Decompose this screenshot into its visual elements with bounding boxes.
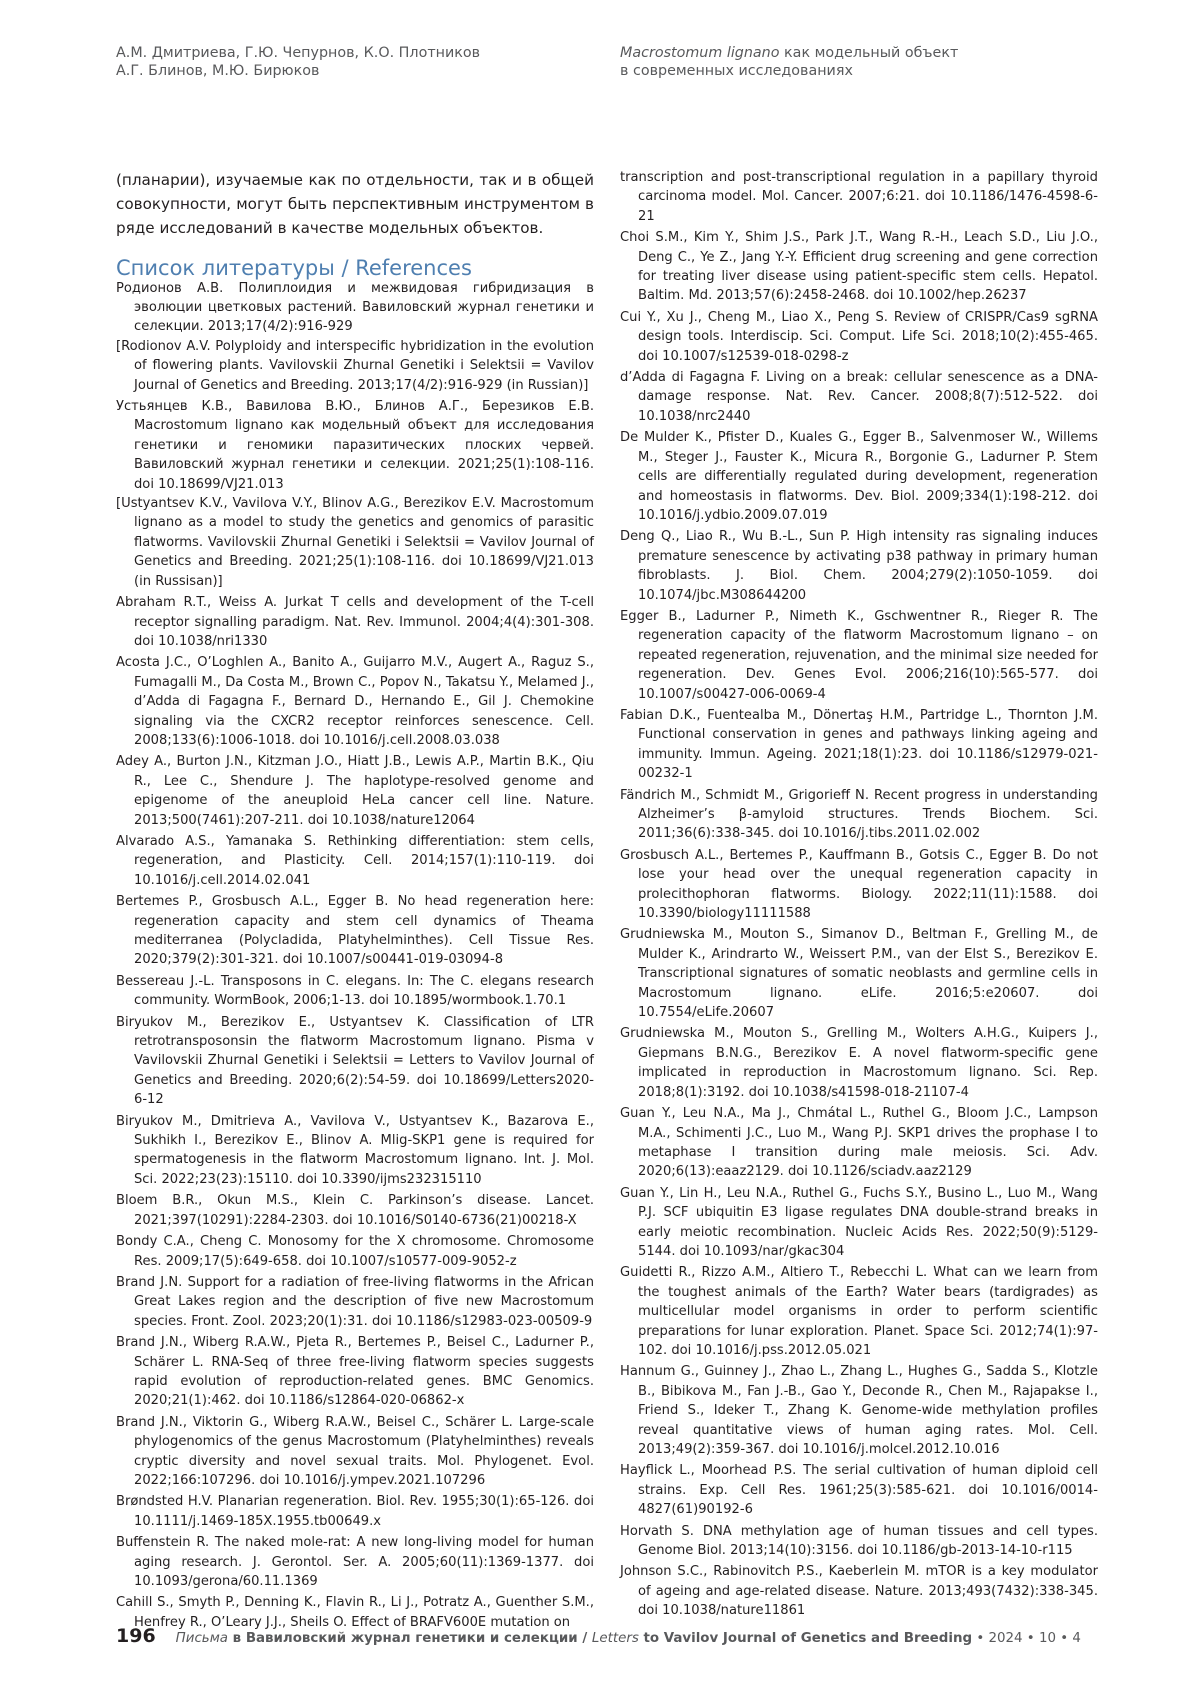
reference-text: Biryukov M., Dmitrieva A., Vavilova V., Ustyantsev K., Bazarova E., Sukhikh I., Berezikov E., Blinov A. Mlig-SKP1 gene is required for spermatogenesis in the flatworm Macrostomum lignano. Int. J. Mol. Sci. 2022;23(23):15110. doi 10.3390/ijms232315110 [116, 1114, 594, 1187]
reference-text: d’Adda di Fagagna F. Living on a break: cellular senescence as a DNA-damage response. Nat. Rev. Cancer. 2008;8(7):512-522. doi 10.1038/nrc2440 [620, 370, 1098, 424]
reference-text: Hannum G., Guinney J., Zhao L., Zhang L., Hughes G., Sadda S., Klotzle B., Bibikova M., Fan J.-B., Gao Y., Deconde R., Chen M., Rajapakse I., Friend S., Ideker T., Zhang K. Genome-wide methylation profiles reveal quantitative views of human aging rates. Mol. Cell. 2013;49(2):359-367. doi 10.1016/j.molcel.2012.10.016 [620, 1364, 1098, 1457]
reference-translation: [Rodionov A.V. Polyploidy and interspecific hybridization in the evolution of flowering plants. Vavilovskii Zhurnal Genetiki i Selektsii = Vavilov Journal of Genetics and Breeding. 2013;17(4/2):916-929 (in Russian)] [134, 337, 594, 395]
footer-journal-en-italic: Letters [592, 1631, 639, 1646]
reference-text: Bertemes P., Grosbusch A.L., Egger B. No head regeneration here: regeneration capacity and stem cell dynamics of Theama mediterranea (Polycladida, Platyhelminthes). Cell Tissue Res. 2020;379(2):301-321. doi 10.1007/s00441-019-03094-8 [116, 894, 594, 967]
reference-text: Biryukov M., Berezikov E., Ustyantsev K. Classification of LTR retrotransposonsin the flatworm Macrostomum lignano. Pisma v Vavilovskii Zhurnal Genetiki i Selektsii = Letters to Vavilov Journal of Genetics and Breeding. 2020;6(2):54-59. doi 10.18699/Letters2020-6-12 [116, 1015, 594, 1108]
reference-text: Brand J.N., Wiberg R.A.W., Pjeta R., Bertemes P., Beisel C., Ladurner P., Schärer L. RNA-Seq of three free-living flatworm species suggests rapid evolution of reproduction-related genes. BMC Genomics. 2020;21(1):462. doi 10.1186/s12864-020-06862-x [116, 1335, 594, 1408]
reference-item [116, 1191, 594, 1230]
reference-item [620, 1562, 1098, 1620]
reference-item [620, 1461, 1098, 1519]
reference-item [116, 593, 594, 651]
reference-text: Deng Q., Liao R., Wu B.-L., Sun P. High intensity ras signaling induces premature senescence by activating p38 pathway in primary human fibroblasts. J. Biol. Chem. 2004;279(2):1050-1059. doi 10.1074/jbc.M308644200 [620, 529, 1098, 602]
reference-text: Guan Y., Leu N.A., Ma J., Chmátal L., Ruthel G., Bloom J.C., Lampson M.A., Schimenti J.C., Luo M., Wang P.J. SKP1 drives the prophase I to metaphase I transition during male meiosis. Sci. Adv. 2020;6(13):eaaz2129. doi 10.1126/sciadv.aaz2129 [620, 1106, 1098, 1179]
reference-text: Fändrich M., Schmidt M., Grigorieff N. Recent progress in understanding Alzheimer’s β-amyloid structures. Trends Biochem. Sci. 2011;36(6):338-345. doi 10.1016/j.tibs.2011.02.002 [620, 788, 1098, 842]
reference-text: Alvarado A.S., Yamanaka S. Rethinking differentiation: stem cells, regeneration, and Plasticity. Cell. 2014;157(1):110-119. doi 10.1016/j.cell.2014.02.041 [116, 834, 594, 888]
reference-text: Choi S.M., Kim Y., Shim J.S., Park J.T., Wang R.-H., Leach S.D., Liu J.O., Deng C., Ye Z., Jang Y.-Y. Efficient drug screening and gene correction for treating liver disease using patient-specific stem cells. Hepatol. Baltim. Md. 2013;57(6):2458-2468. doi 10.1002/hep.26237 [620, 230, 1098, 303]
reference-item [116, 752, 594, 830]
reference-item [116, 1112, 594, 1190]
reference-text: Bondy C.A., Cheng C. Monosomy for the X chromosome. Chromosome Res. 2009;17(5):649-658. doi 10.1007/s10577-009-9052-z [116, 1234, 594, 1268]
reference-item [116, 279, 594, 395]
header-title-line-1 [620, 44, 958, 62]
reference-item [116, 1492, 594, 1531]
reference-item [620, 607, 1098, 704]
reference-text: Bessereau J.-L. Transposons in C. elegans. In: The C. elegans research community. WormBook, 2006;1-13. doi 10.1895/wormbook.1.70.1 [116, 974, 594, 1008]
reference-text: Horvath S. DNA methylation age of human tissues and cell types. Genome Biol. 2013;14(10):3156. doi 10.1186/gb-2013-14-10-r115 [620, 1524, 1098, 1558]
references-list-left [116, 279, 594, 1633]
header-title-rest: как модельный объект [780, 45, 959, 61]
reference-item [116, 1413, 594, 1491]
reference-item [116, 972, 594, 1011]
reference-item [620, 1263, 1098, 1360]
reference-text: Egger B., Ladurner P., Nimeth K., Gschwentner R., Rieger R. The regeneration capacity of the flatworm Macrostomum lignano – on repeated regeneration, rejuvenation, and the minimal size needed for regeneration. Dev. Genes Evol. 2006;216(10):565-577. doi 10.1007/s00427-006-0069-4 [620, 609, 1098, 702]
reference-item [620, 1522, 1098, 1561]
reference-item [116, 397, 594, 591]
reference-text: Hayflick L., Moorhead P.S. The serial cultivation of human diploid cell strains. Exp. Cell Res. 1961;25(3):585-621. doi 10.1016/0014-4827(61)90192-6 [620, 1463, 1098, 1517]
header-title-line-2: в современных исследованиях [620, 62, 958, 80]
reference-item [116, 1013, 594, 1110]
page-number: 196 [116, 1625, 156, 1647]
reference-item [620, 428, 1098, 525]
reference-text: Grudniewska M., Mouton S., Simanov D., Beltman F., Grelling M., de Mulder K., Arindrarto W., Weissert P.M., van der Elst S., Berezikov E. Transcriptional signatures of somatic neoblasts and germline cells in Macrostomum lignano. eLife. 2016;5:e20607. doi 10.7554/eLife.20607 [620, 927, 1098, 1020]
reference-item [116, 1533, 594, 1591]
reference-item [620, 1104, 1098, 1182]
intro-paragraph: (планарии), изучаемые как по отдельности, так и в общей совокупности, могут быть перспективным инструментом в ряде исследований в качестве модельных объектов. [116, 168, 594, 241]
reference-item [620, 846, 1098, 924]
reference-item [116, 892, 594, 970]
reference-text: De Mulder K., Pfister D., Kuales G., Egger B., Salvenmoser W., Willems M., Steger J., Fauster K., Micura R., Borgonie G., Ladurner P. Stem cells are differentially regulated during development, regeneration and homeostasis in flatworms. Dev. Biol. 2009;334(1):198-212. doi 10.1016/j.ydbio.2009.07.019 [620, 430, 1098, 523]
reference-item [620, 228, 1098, 306]
reference-item [620, 368, 1098, 426]
reference-item [620, 706, 1098, 784]
header-authors [116, 44, 480, 80]
header-title-species: Macrostomum lignano [620, 45, 780, 61]
references-heading: Список литературы / References [116, 257, 594, 279]
reference-text: Adey A., Burton J.N., Kitzman J.O., Hiatt J.B., Lewis A.P., Martin B.K., Qiu R., Lee C., Shendure J. The haplotype-resolved genome and epigenome of the aneuploid HeLa cancer cell line. Nature. 2013;500(7461):207-211. doi 10.1038/nature12064 [116, 754, 594, 827]
reference-item [116, 1232, 594, 1271]
footer-journal-ru-italic: Письма [176, 1631, 228, 1646]
reference-item [116, 832, 594, 890]
reference-text: Cahill S., Smyth P., Denning K., Flavin R., Li J., Potratz A., Guenther S.M., Henfrey R., O’Leary J.J., Sheils O. Effect of BRAFV600E mutation on [116, 1595, 594, 1629]
reference-item [620, 925, 1098, 1022]
reference-item [116, 1273, 594, 1331]
reference-text: Johnson S.C., Rabinovitch P.S., Kaeberlein M. mTOR is a key modulator of ageing and age-related disease. Nature. 2013;493(7432):338-345. doi 10.1038/nature11861 [620, 1564, 1098, 1618]
header-authors-line-1: А.М. Дмитриева, Г.Ю. Чепурнов, К.О. Плотников [116, 44, 480, 62]
references-list-right [620, 168, 1098, 1621]
reference-item [620, 527, 1098, 605]
reference-item [620, 308, 1098, 366]
page-footer [116, 1626, 1081, 1649]
reference-text: Fabian D.K., Fuentealba M., Dönertaş H.M., Partridge L., Thornton J.M. Functional conservation in genes and pathways linking ageing and immunity. Immun. Ageing. 2021;18(1):23. doi 10.1186/s12979-021-00232-1 [620, 708, 1098, 781]
reference-item [620, 1184, 1098, 1262]
left-column [116, 168, 594, 1634]
reference-item [620, 1024, 1098, 1102]
reference-item [620, 168, 1098, 226]
reference-text: Guidetti R., Rizzo A.M., Altiero T., Rebecchi L. What can we learn from the toughest animals of the Earth? Water bears (tardigrades) as multicellular model organisms in order to perform scientific preparations for lunar exploration. Planet. Space Sci. 2012;74(1):97-102. doi 10.1016/j.pss.2012.05.021 [620, 1265, 1098, 1358]
reference-text: transcription and post-transcriptional regulation in a papillary thyroid carcinoma model. Mol. Cancer. 2007;6:21. doi 10.1186/1476-4598-6-21 [620, 170, 1098, 224]
reference-text: Родионов А.В. Полиплоидия и межвидовая гибридизация в эволюции цветковых растений. Вавиловский журнал генетики и селекции. 2013;17(4/2):916-929 [116, 281, 594, 335]
footer-journal-en: to Vavilov Journal of Genetics and Breeding [639, 1631, 972, 1646]
footer-journal-ru: в Вавиловский журнал генетики и селекции / [228, 1631, 592, 1646]
reference-text: Grosbusch A.L., Bertemes P., Kauffmann B., Gotsis C., Egger B. Do not lose your head over the unequal regeneration capacity in prolecithophoran flatworms. Biology. 2022;11(11):1588. doi 10.3390/biology11111588 [620, 848, 1098, 921]
reference-item [116, 1333, 594, 1411]
header-running-title [620, 44, 958, 80]
reference-translation: [Ustyantsev K.V., Vavilova V.Y., Blinov A.G., Berezikov E.V. Macrostomum lignano as a model to study the genetics and genomics of parasitic flatworms. Vavilovskii Zhurnal Genetiki i Selektsii = Vavilov Journal of Genetics and Breeding. 2021;25(1):108-116. doi 10.18699/VJ21.013 (in Russisan)] [134, 494, 594, 591]
header-authors-line-2: А.Г. Блинов, М.Ю. Бирюков [116, 62, 480, 80]
reference-item [620, 1362, 1098, 1459]
reference-text: Cui Y., Xu J., Cheng M., Liao X., Peng S. Review of CRISPR/Cas9 sgRNA design tools. Interdiscip. Sci. Comput. Life Sci. 2018;10(2):455-465. doi 10.1007/s12539-018-0298-z [620, 310, 1098, 364]
reference-text: Brand J.N. Support for a radiation of free-living flatworms in the African Great Lakes region and the description of five new Macrostomum species. Front. Zool. 2023;20(1):31. doi 10.1186/s12983-023-00509-9 [116, 1275, 594, 1329]
reference-text: Guan Y., Lin H., Leu N.A., Ruthel G., Fuchs S.Y., Busino L., Luo M., Wang P.J. SCF ubiquitin E3 ligase regulates DNA double-strand breaks in early meiotic recombination. Nucleic Acids Res. 2022;50(9):5129-5144. doi 10.1093/nar/gkac304 [620, 1186, 1098, 1259]
right-column [620, 168, 1098, 1623]
reference-text: Grudniewska M., Mouton S., Grelling M., Wolters A.H.G., Kuipers J., Giepmans B.N.G., Berezikov E. A novel flatworm-specific gene implicated in reproduction in Macrostomum lignano. Sci. Rep. 2018;8(1):3192. doi 10.1038/s41598-018-21107-4 [620, 1026, 1098, 1099]
reference-text: Acosta J.C., O’Loghlen A., Banito A., Guijarro M.V., Augert A., Raguz S., Fumagalli M., Da Costa M., Brown C., Popov N., Takatsu Y., Melamed J., d’Adda di Fagagna F., Bernard D., Hernando E., Gil J. Chemokine signaling via the CXCR2 receptor reinforces senescence. Cell. 2008;133(6):1006-1018. doi 10.1016/j.cell.2008.03.038 [116, 655, 594, 748]
footer-issue: • 2024 • 10 • 4 [972, 1631, 1081, 1646]
reference-text: Abraham R.T., Weiss A. Jurkat T cells and development of the T-cell receptor signalling paradigm. Nat. Rev. Immunol. 2004;4(4):301-308. doi 10.1038/nri1330 [116, 595, 594, 649]
reference-text: Brøndsted H.V. Planarian regeneration. Biol. Rev. 1955;30(1):65-126. doi 10.1111/j.1469-185X.1955.tb00649.x [116, 1494, 594, 1528]
reference-item [116, 653, 594, 750]
reference-text: Buffenstein R. The naked mole-rat: A new long-living model for human aging research. J. Gerontol. Ser. A. 2005;60(11):1369-1377. doi 10.1093/gerona/60.11.1369 [116, 1535, 594, 1589]
reference-text: Brand J.N., Viktorin G., Wiberg R.A.W., Beisel C., Schärer L. Large-scale phylogenomics of the genus Macrostomum (Platyhelminthes) reveals cryptic diversity and novel sexual traits. Mol. Phylogenet. Evol. 2022;166:107296. doi 10.1016/j.ympev.2021.107296 [116, 1415, 594, 1488]
reference-text: Bloem B.R., Okun M.S., Klein C. Parkinson’s disease. Lancet. 2021;397(10291):2284-2303. doi 10.1016/S0140-6736(21)00218-X [116, 1193, 594, 1227]
reference-item [620, 786, 1098, 844]
reference-text: Устьянцев К.В., Вавилова В.Ю., Блинов А.Г., Березиков Е.В. Macrostomum lignano как модельный объект для исследования генетики и геномики паразитических плоских червей. Вавиловский журнал генетики и селекции. 2021;25(1):108-116. doi 10.18699/VJ21.013 [116, 399, 594, 492]
